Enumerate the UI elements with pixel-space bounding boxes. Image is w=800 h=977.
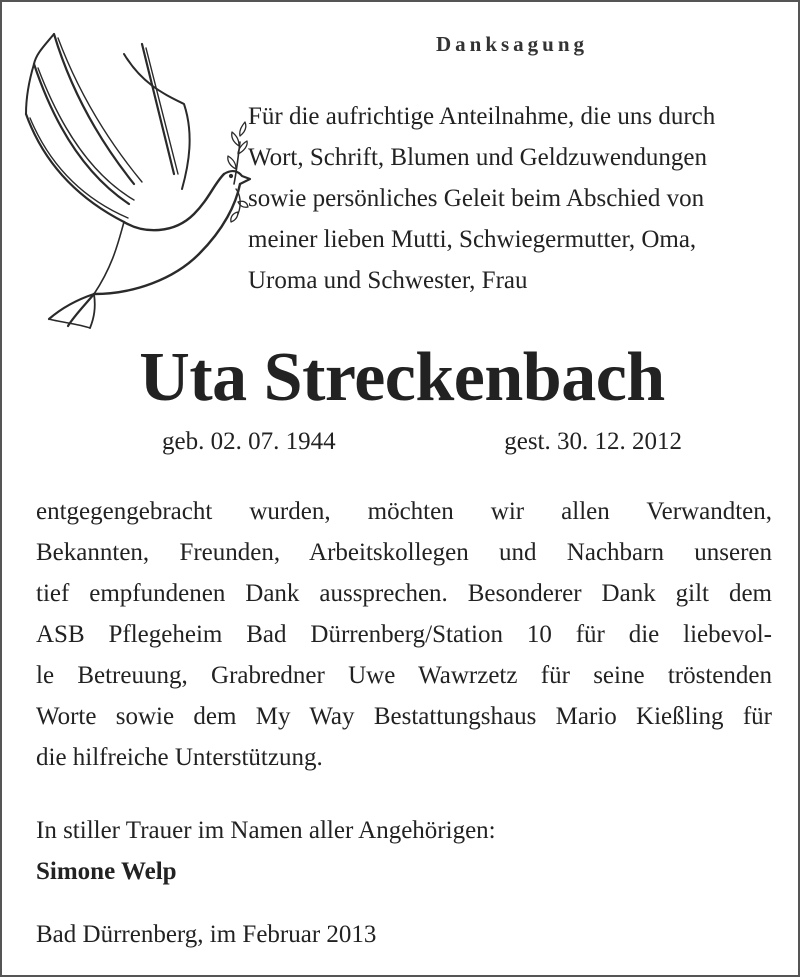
body-line: entgegengebracht wurden, möchten wir allen Verwandten, [36, 498, 772, 525]
body-line: tief empfundenen Dank aussprechen. Besonderer Dank gilt dem [36, 580, 772, 607]
signer-name: Simone Welp [36, 858, 177, 885]
intro-text [248, 96, 778, 301]
place-and-date: Bad Dürrenberg, im Februar 2013 [36, 921, 377, 948]
intro-line: Uroma und Schwester, Frau [248, 267, 528, 294]
body-line: die hilfreiche Unterstützung. [36, 744, 323, 771]
dove-icon [24, 24, 252, 329]
life-dates [162, 428, 682, 456]
closing-line: In stiller Trauer im Namen aller Angehörigen: [36, 817, 496, 844]
body-line: ASB Pflegeheim Bad Dürrenberg/Station 10 für die liebevol- [36, 621, 772, 648]
body-line: Bekannten, Freunden, Arbeitskollegen und Nachbarn unseren [36, 539, 772, 566]
body-line: le Betreuung, Grabredner Uwe Wawrzetz für seine tröstenden [36, 662, 772, 689]
intro-line: Für die aufrichtige Anteilnahme, die uns durch [248, 103, 716, 130]
intro-line: Wort, Schrift, Blumen und Geldzuwendungen [248, 144, 708, 171]
deceased-name: Uta Streckenbach [139, 339, 665, 416]
intro-line: sowie persönliches Geleit beim Abschied von [248, 185, 705, 212]
death-date: gest. 30. 12. 2012 [504, 428, 682, 455]
body-line: Worte sowie dem My Way Bestattungshaus Mario Kießling für [36, 703, 772, 730]
intro-line: meiner lieben Mutti, Schwiegermutter, Oma, [248, 226, 697, 253]
notice-heading: Danksagung [435, 32, 589, 56]
birth-date: geb. 02. 07. 1944 [162, 428, 336, 455]
thanks-text [36, 491, 772, 778]
